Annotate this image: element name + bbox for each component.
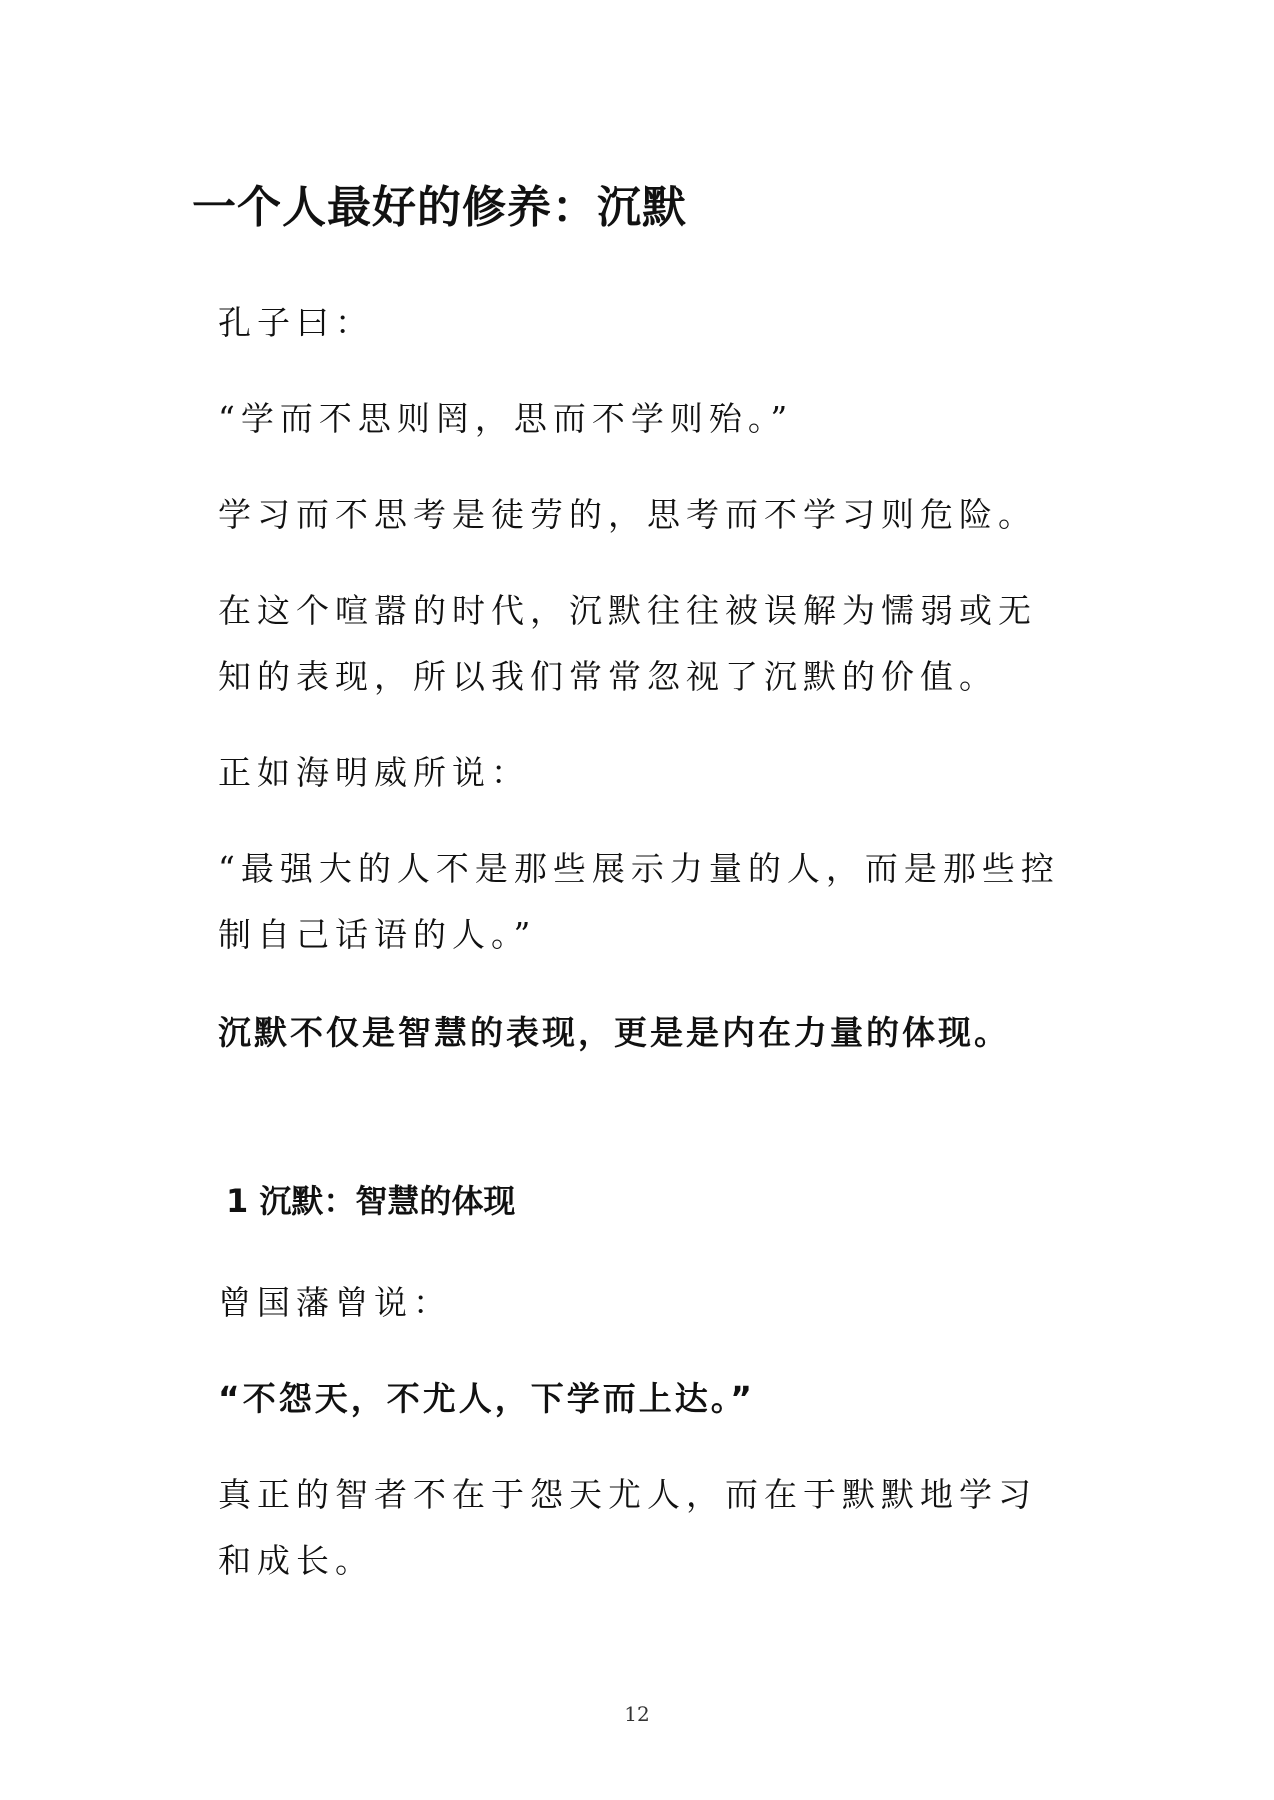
paragraph-zeng-guofan-says: 曾国藩曾说：: [218, 1283, 452, 1322]
document-title: 一个人最好的修养：沉默: [192, 182, 687, 233]
paragraph-hemingway-quote: “最强大的人不是那些展示力量的人，而是那些控制自己话语的人。”: [218, 849, 1060, 954]
paragraph-zeng-guofan-quote: “不怨天，不尤人，下学而上达。”: [218, 1379, 755, 1418]
page-number: 12: [624, 1702, 650, 1726]
paragraph-hemingway-says: 正如海明威所说：: [218, 753, 530, 792]
paragraph-bold-statement: 沉默不仅是智慧的表现，更是是内在力量的体现。: [218, 1013, 1010, 1052]
paragraph-confucius-quote: “学而不思则罔，思而不学则殆。”: [218, 399, 794, 438]
section-heading: 1 沉默：智慧的体现: [226, 1182, 516, 1220]
paragraph-noisy-era: 在这个喧嚣的时代，沉默往往被误解为懦弱或无知的表现，所以我们常常忽视了沉默的价值。: [218, 591, 1037, 696]
paragraph-confucius-says: 孔子曰：: [218, 303, 374, 342]
paragraph-wise-person: 真正的智者不在于怨天尤人，而在于默默地学习和成长。: [218, 1475, 1037, 1580]
paragraph-quote-explanation: 学习而不思考是徒劳的，思考而不学习则危险。: [218, 495, 1037, 534]
